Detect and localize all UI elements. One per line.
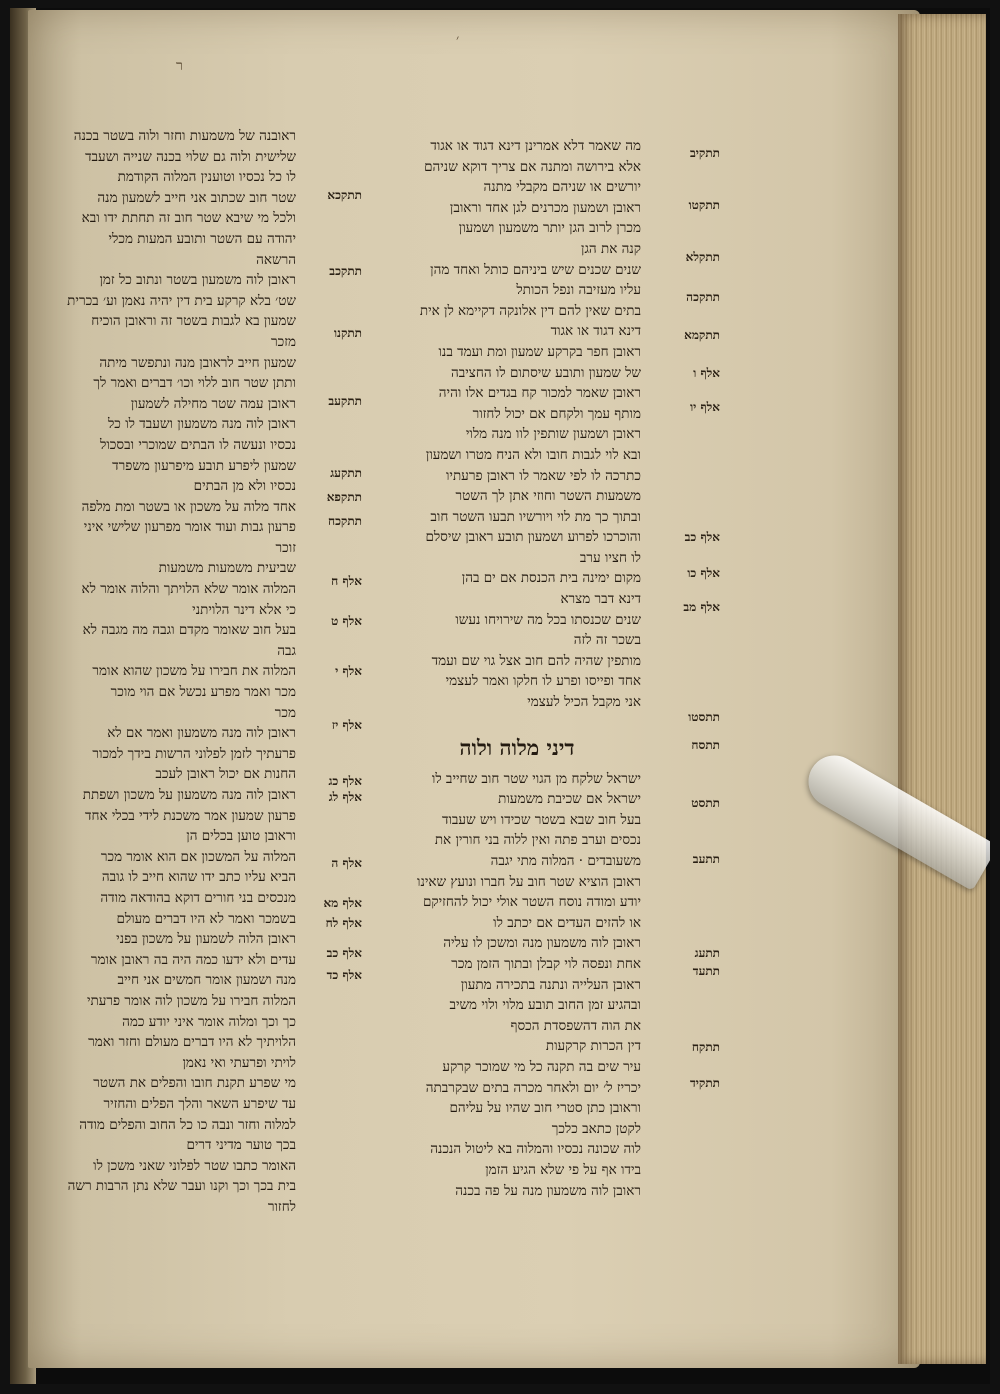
text-line: יהודה עם השטר ותובע המעות מכלי	[108, 230, 296, 247]
text-line: עיר שים בה תקנה כל מי שמוכר קרקע	[442, 1058, 641, 1075]
entry-number: אלף ה	[331, 856, 362, 870]
text-line: מקום ימינה בית הכנסת אם ים בהן	[461, 570, 641, 587]
text-line: דינא דגוד או אגוד	[550, 323, 641, 340]
entry-number: תתקכב	[329, 264, 362, 278]
text-line: ראובן עמה שטר מחילה לשמעון	[130, 395, 296, 412]
text-line: יורשים או שניהם מקבלי מתנה	[483, 179, 641, 196]
entry-number: אלף כב	[326, 946, 362, 960]
text-line: קנה את הגן	[581, 240, 641, 257]
text-line: החנות אם יכול ראובן לעכב	[155, 766, 296, 783]
text-line: דינא דבר מצרא	[560, 591, 641, 608]
text-line: משעובדים · המלוה מתי יגבה	[490, 853, 641, 869]
text-line: פרעון גבות ועוד אומר מפרעון שלישי איני	[83, 519, 296, 536]
entry-number: תתקח	[691, 1040, 720, 1054]
text-line: שטר חוב שכתוב אני חייב לשמעון מנה	[97, 189, 296, 206]
text-line: שביעית משמעות משמעות	[158, 560, 296, 577]
text-line: בשמכר ואמר לא היו דברים מעולם	[116, 910, 296, 927]
text-line: בית בכך וכך וקנו ועבר שלא נתן הרבות רשה	[67, 1178, 296, 1195]
text-line: בעל חוב שאומר מקדם וגבה מה מגבה לא	[82, 622, 296, 639]
text-line: נכסיו ולא מן הבתים	[193, 478, 296, 495]
text-line: את הוה דהשפסדת הכסף	[510, 1017, 641, 1034]
text-line: הביא עליו כתב ידו שהוא חייב לו גובה	[101, 869, 296, 886]
text-line: ראובן שאמר למכור קח בגדים אלו והיה	[438, 385, 641, 402]
text-line: האומר כתבו שטר לפלוני שאני משכן לו	[93, 1157, 296, 1174]
text-line: שמעון חייב לראובן מנה ונתפשר מיתה	[99, 354, 296, 371]
left-text-column	[50, 126, 296, 1217]
text-line: כתרכה לו לפי שאמר לו ראובן פרעתיו	[445, 467, 641, 484]
text-line: אחד מלוה על משכון או בשטר ומת מלפה	[81, 498, 296, 515]
text-line: בידו אף על פי שלא הגיע הזמן	[485, 1161, 641, 1178]
text-line: לויתי ופרעתי ואי נאמן	[182, 1054, 296, 1071]
text-line: משמעות השטר וחוזי אתן לך השטר	[455, 488, 641, 505]
text-line: ראובן לוה משמעון מנה על פה בכנה	[455, 1182, 641, 1199]
entry-number: אלף מא	[323, 896, 362, 910]
entry-number: אלף לח	[325, 916, 362, 930]
text-line: או להזים העדים אם יכתב לו	[493, 914, 641, 931]
text-line: מנה ושמעון אומר חמשים אני חייב	[117, 972, 296, 989]
text-line: יודע ומודה נוסח השטר אולי יכול להחזיקם	[422, 894, 641, 911]
text-line: שמעון ליפרע תובע מיפרעון משפרד	[112, 457, 296, 474]
text-line: בשכר זה לזה	[573, 632, 641, 649]
text-line: כי אלא דינר הלויתני	[192, 601, 296, 618]
text-line: פרעתיך לזמן לפלוני הרשות בידך למכור	[92, 745, 296, 762]
text-line: המלוה את חבירו על משכון שהוא אומר	[92, 663, 296, 680]
text-line: מי שפרע תקנת חובו והפלים את השטר	[93, 1075, 296, 1092]
text-line: ראובן הוציא שטר חוב על חברו ונועץ שאינו	[417, 873, 641, 890]
entry-number: אלף כו	[687, 566, 720, 580]
text-line: והוכרכו לפרוע ושמעון תובע ראובן שיסלם	[425, 529, 641, 546]
text-line: ישראל אם שכיבת משמעות	[498, 791, 641, 808]
entry-number: אלף כג	[328, 774, 362, 788]
text-line: ראובנה של משמעות וחזר ולוה בשטר בכנה	[73, 128, 296, 144]
text-line: כך וכך ומלוה אומר איני יודע כמה	[122, 1013, 296, 1030]
text-line: המלוה אומר שלא הלויתך והלוה אומר לא	[81, 581, 296, 598]
entry-number: תתסח	[691, 738, 720, 752]
text-line: ובתוך כך מת לוי ויורשיו תבעו השטר חוב	[430, 508, 641, 525]
right-text-column	[393, 136, 641, 1201]
text-line: שנים שכנים שיש ביניהם כותל ואחד מהן	[430, 261, 641, 278]
text-line: לחזור	[267, 1198, 296, 1215]
text-line: ובהגיע זמן החוב תובע מלוי ולוי משיב	[449, 997, 641, 1014]
text-line: מותף עמך ולקחם אם יכול לחזור	[472, 405, 641, 422]
text-line: אני מקבל הכיל לעצמי	[527, 694, 641, 711]
text-line: ראובן חפר בקרקע שמעון ומת ועמד בנו	[438, 343, 641, 360]
text-line: ובא לוי לגבות חובו ולא הניח מטרו ושמעון	[425, 446, 641, 463]
text-line: ראובן ושמעון מכרנים לגן אחד וראובן	[449, 199, 641, 216]
text-line: שט׳ בלא קרקע בית דין יהיה נאמן וע׳ בכרית	[67, 292, 296, 309]
text-line: זוכר	[275, 539, 296, 556]
entry-number: תתקיב	[690, 146, 720, 160]
entry-number: תתקלא	[685, 250, 720, 264]
text-line: ראובן לוה מנה משמעון על משכון ושפתת	[82, 787, 296, 803]
text-line: מכרן לרוב הגן יותר משמעון ושמעון	[458, 220, 641, 237]
entry-number: אלף י	[335, 664, 362, 678]
entry-number: תתקכא	[327, 188, 362, 202]
text-line: מנכסים בני חורים דוקא בהודאה מודה	[100, 889, 296, 906]
text-line: מותפין שהיה להם חוב אצל גוי שם ועמד	[431, 652, 641, 669]
text-line: שנים שכנסתו בכל מה שירויחו נעשו	[455, 611, 641, 628]
text-line: ראובן העלייה ונתנה בתכירה מתעון	[460, 976, 641, 993]
text-line: מה שאמר דלא אמרינן דינא דגוד או אגוד	[430, 138, 641, 154]
text-line: ראובן ושמעון שותפין לוו מנה מלוי	[465, 426, 641, 443]
scanned-page	[10, 8, 990, 1384]
entry-number: אלף כד	[326, 968, 362, 982]
text-line: הרשאה	[256, 251, 296, 268]
text-line: המלוה על המשכון אם הוא אומר מכר	[100, 848, 296, 865]
text-line: ותתן שטר חוב ללוי וכו׳ דברים ואמר לך	[93, 375, 296, 392]
entry-number: תתסטו	[688, 710, 720, 724]
text-line: המלוה חבירו על משכון לוה אומר פרעתי	[86, 992, 296, 1009]
text-line: עליו מעזיבה ונפל הכותל	[516, 282, 641, 299]
text-line: עד שיפרע השאר והלך הפלים והחזיר	[103, 1095, 296, 1112]
text-line: לו כל נכסיו וטוענין המלוה הקודמת	[117, 169, 296, 186]
text-line: וראובן כתן סטרי חוב שהיו על עליהם	[449, 1100, 641, 1117]
text-line: שמעון בא לגבות בשטר זה וראובן הוכיח	[91, 313, 296, 330]
entry-number: תתעד	[692, 964, 720, 978]
entry-number: תתקכח	[327, 514, 362, 528]
entry-number: תתעג	[694, 946, 720, 960]
text-line: ראובן לוה משמעון בשטר ונתוב כל זמן	[99, 272, 296, 289]
entry-number: תתקפא	[326, 490, 362, 504]
text-line: אלא בירושה ומתנה אם צריך דוקא שניהם	[424, 158, 641, 175]
text-line: שלישית ולוה גם שלוי בכנה שנייה ושעבד	[85, 148, 296, 165]
text-line: אחת ונפסה לוי קבלן ובתוך הזמן מכר	[451, 955, 641, 972]
text-line: לוה שכונה נכסיו והמלוה בא ליטול הנכנה	[430, 1141, 641, 1158]
entry-number: תתקעג	[330, 466, 362, 480]
text-line: וראובן טוען בכלים הן	[186, 828, 296, 845]
text-line: ולכל מי שיבא שטר חוב זה תחתת ידו ובא	[81, 210, 296, 227]
text-line: דין הכרות קרקעות	[545, 1038, 641, 1055]
text-line: בעל חוב שבא בשטר שכידו ויש שעבוד	[441, 811, 641, 828]
text-line: לו חציו ערב	[579, 549, 641, 566]
entry-number: אלף ו	[693, 366, 720, 380]
section-heading: דיני מלוה ולוה	[459, 734, 575, 760]
entry-number: תתקיד	[690, 1076, 720, 1090]
entry-number: אלף ט	[331, 614, 362, 628]
text-line: למלוה וחזר ונבה כו כל החוב והפלים מודה	[79, 1116, 296, 1133]
text-line: הלויתיך לא היו דברים מעולם וחזר ואמר	[88, 1034, 296, 1051]
text-line: בכך טוער מדיני דרים	[186, 1137, 296, 1154]
entry-number: תתקמא	[684, 328, 720, 342]
text-line: של שמעון ותובע שיסתום לו החציבה	[450, 364, 641, 381]
entry-number: אלף לג	[328, 790, 362, 804]
entry-number: אלף מב	[683, 600, 720, 614]
page-mark-left: ר	[176, 58, 183, 74]
entry-number: תתקעב	[328, 394, 362, 408]
entry-number: תתעב	[692, 852, 720, 866]
text-line: עדים ולא ידעו כמה היה בה ראובן אומר	[90, 951, 296, 968]
text-line: מכר ואמר מפרע נכשל אם הוי מוכר	[110, 684, 296, 701]
text-line: ראובן הלוה לשמעון על משכון בפני	[116, 931, 296, 948]
page-edges	[898, 14, 986, 1364]
text-line: לקטן כתאב כלכך	[551, 1120, 641, 1137]
entry-number: תתקטו	[688, 198, 720, 212]
left-column-entries	[50, 126, 296, 1217]
right-column-entries-bottom	[393, 769, 641, 1201]
page-mark-center: ׳	[456, 32, 460, 48]
entry-number: אלף ח	[331, 574, 362, 588]
text-line: גבה	[277, 642, 296, 659]
text-line: ראובן לוה מנה משמעון ושעבד לו כל	[107, 416, 296, 433]
text-line: נכסיו ונעשה לו הבתים שמוכרי ובסכול	[100, 436, 296, 453]
text-line: פרעון שמעון אמר משכנת לידי בכלי אחד	[84, 807, 296, 824]
entry-number: תתקנו	[333, 326, 362, 340]
entry-number: אלף יו	[690, 400, 720, 414]
text-line: ישראל שלקח מן הגוי שטר חוב שחייב לו	[431, 770, 641, 787]
text-line: ראובן לוה משמעון מנה ומשכן לו עליה	[443, 935, 641, 952]
text-line: יכריז ל׳ יום ולאחר מכרה בתים שבקרבתה	[425, 1079, 641, 1096]
text-line: מכר	[274, 704, 296, 721]
text-line: ראובן לוה מנה משמעון ואמר אם לא	[107, 725, 296, 742]
entry-number: אלף יז	[331, 718, 362, 732]
text-line: בתים שאין להם דין אלונקה דקיימא לן אית	[419, 302, 641, 319]
right-column-entries-top	[393, 136, 641, 713]
text-line: מזכר	[271, 333, 296, 350]
text-line: נכסים וערב פתה ואין ללוה בני חורין את	[434, 832, 641, 849]
text-line: אחד ופייסו ופרע לו חלקו ואמר לעצמי	[445, 673, 641, 690]
entry-number: תתקכה	[686, 290, 720, 304]
entry-number: אלף כב	[684, 530, 720, 544]
entry-number: תתסט	[691, 796, 720, 810]
